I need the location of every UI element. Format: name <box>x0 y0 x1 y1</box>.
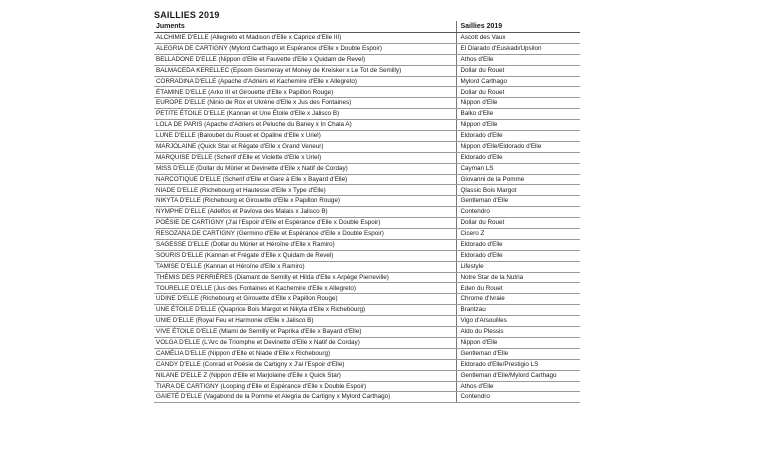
table-row <box>154 76 580 87</box>
table-row <box>154 109 580 120</box>
table-row <box>154 239 580 250</box>
mare-cell: LUNE D'ELLE (Baloubet du Rouet et Opaline d'Elle x Uriel) <box>154 131 456 142</box>
table-row <box>154 152 580 163</box>
mare-cell: GAIETÉ D'ELLE (Vagabond de la Pomme et Alegria de Cartigny x Mylord Carthago) <box>154 392 456 403</box>
column-header-saillies: Saillies 2019 <box>456 21 580 33</box>
table-row <box>154 87 580 98</box>
stallion-cell: Gentleman d'Elle/Mylord Carthago <box>456 370 580 381</box>
mare-cell: SOURIS D'ELLE (Kannan et Frégate d'Elle x Quidam de Revel) <box>154 250 456 261</box>
mare-cell: TOURELLE D'ELLE (Jus des Fontaines et Kachemire d'Elle x Allegreto) <box>154 283 456 294</box>
stallion-cell: Giovanni de la Pomme <box>456 174 580 185</box>
table-row <box>154 174 580 185</box>
mare-cell: UNIE D'ELLE (Royal Feu et Harmonie d'Elle x Jalisco B) <box>154 316 456 327</box>
table-row <box>154 185 580 196</box>
mare-cell: MARQUISE D'ELLE (Scherif d'Elle et Violette d'Elle x Uriel) <box>154 152 456 163</box>
mare-cell: UNE ÉTOILE D'ELLE (Quaprice Bois Margot et Nikyta d'Elle x Richebourg) <box>154 305 456 316</box>
mare-cell: NYMPHE D'ELLE (Adelfos et Pavlova des Malais x Jalisco B) <box>154 207 456 218</box>
table-row <box>154 316 580 327</box>
table-row <box>154 98 580 109</box>
mare-cell: NIKYTA D'ELLE (Richebourg et Girouette d'Elle x Papillon Rouge) <box>154 196 456 207</box>
stallion-cell: Dollar du Rouet <box>456 87 580 98</box>
mare-cell: VOLGA D'ELLE (L'Arc de Triomphe et Devinette d'Elle x Natif de Corday) <box>154 337 456 348</box>
stallion-cell: Nippon d'Elle <box>456 98 580 109</box>
column-header-juments: Juments <box>154 21 456 33</box>
mare-cell: ALCHIMIE D'ELLE (Allegreto et Madison d'Elle x Caprice d'Elle III) <box>154 33 456 44</box>
table-row <box>154 381 580 392</box>
mare-cell: BALMACEDA KERELLEC (Epsom Gesmeray et Money de Kreisker x Le Tot de Semilly) <box>154 65 456 76</box>
mare-cell: LOLA DE PARIS (Apache d'Adriers et Peluche du Baney x In Chala A) <box>154 120 456 131</box>
stallion-cell: Aldo du Plessis <box>456 327 580 338</box>
stallion-cell: Nippon d'Elle <box>456 120 580 131</box>
mare-cell: ALEGRIA DE CARTIGNY (Mylord Carthago et Espérance d'Elle x Double Espoir) <box>154 43 456 54</box>
stallion-cell: Contendro <box>456 392 580 403</box>
mare-cell: PETITE ÉTOILE D'ELLE (Kannan et Une Étoile d'Elle x Jalisco B) <box>154 109 456 120</box>
table-row <box>154 163 580 174</box>
stallion-cell: Dollar du Rouet <box>456 218 580 229</box>
table-row <box>154 348 580 359</box>
table-row <box>154 65 580 76</box>
stallion-cell: Eden du Rouet <box>456 283 580 294</box>
table-header-row <box>154 21 580 33</box>
table-row <box>154 131 580 142</box>
table-body <box>154 33 580 403</box>
mare-cell: BELLADONE D'ELLE (Nippon d'Elle et Fauvette d'Elle x Quidam de Revel) <box>154 54 456 65</box>
table-row <box>154 250 580 261</box>
stallion-cell: Eldorado d'Elle <box>456 250 580 261</box>
saillies-table <box>154 21 580 403</box>
stallion-cell: Chrome d'Ivraie <box>456 294 580 305</box>
table-row <box>154 141 580 152</box>
mare-cell: ÉTAMINE D'ELLE (Arko III et Girouette d'Elle x Papillon Rouge) <box>154 87 456 98</box>
stallion-cell: Qlassic Bois Margot <box>456 185 580 196</box>
table-row <box>154 43 580 54</box>
table-row <box>154 370 580 381</box>
document-title: SAILLIES 2019 <box>154 10 220 20</box>
stallion-cell: Brantzau <box>456 305 580 316</box>
stallion-cell: Cayman LS <box>456 163 580 174</box>
mare-cell: NIADE D'ELLE (Richebourg et Hautesse d'Elle x Type d'Elle) <box>154 185 456 196</box>
table-row <box>154 120 580 131</box>
stallion-cell: Eldorado d'Elle <box>456 152 580 163</box>
stallion-cell: Dollar du Rouet <box>456 65 580 76</box>
table-row <box>154 283 580 294</box>
table-row <box>154 337 580 348</box>
mare-cell: SAGESSE D'ELLE (Dollar du Mûrier et Héroïne d'Elle x Ramiro) <box>154 239 456 250</box>
stallion-cell: Cicero Z <box>456 229 580 240</box>
stallion-cell: Balko d'Elle <box>456 109 580 120</box>
table-row <box>154 207 580 218</box>
table-row <box>154 305 580 316</box>
stallion-cell: Nippon d'Elle <box>456 337 580 348</box>
mare-cell: CORRADINA D'ELLE (Apache d'Adriers et Kachemire d'Elle x Allegreto) <box>154 76 456 87</box>
stallion-cell: Vigo d'Arsouilles <box>456 316 580 327</box>
stallion-cell: Gentleman d'Elle <box>456 196 580 207</box>
mare-cell: MARJOLAINE (Quick Star et Régate d'Elle x Grand Veneur) <box>154 141 456 152</box>
mare-cell: TAMISE D'ELLE (Kannan et Héroïne d'Elle x Ramiro) <box>154 261 456 272</box>
stallion-cell: Lifestyle <box>456 261 580 272</box>
stallion-cell: Eldorado d'Elle <box>456 131 580 142</box>
mare-cell: NILANE D'ELLE Z (Nippon d'Elle et Marjolaine d'Elle x Quick Star) <box>154 370 456 381</box>
table-row <box>154 196 580 207</box>
stallion-cell: Mylord Carthago <box>456 76 580 87</box>
table-row <box>154 272 580 283</box>
mare-cell: EUROPE D'ELLE (Ninio de Rox et Ukrène d'Elle x Jus des Fontaines) <box>154 98 456 109</box>
stallion-cell: Notre Star de la Nutria <box>456 272 580 283</box>
table-row <box>154 54 580 65</box>
mare-cell: POÉSIE DE CARTIGNY (J'ai l'Espoir d'Elle et Espérance d'Elle x Double Espoir) <box>154 218 456 229</box>
stallion-cell: Gentleman d'Elle <box>456 348 580 359</box>
stallion-cell: Nippon d'Elle/Eldorado d'Elle <box>456 141 580 152</box>
stallion-cell: Athos d'Elle <box>456 381 580 392</box>
table-row <box>154 218 580 229</box>
mare-cell: CANDY D'ELLE (Conrad et Poésie de Cartigny x J'ai l'Espoir d'Elle) <box>154 359 456 370</box>
stallion-cell: Eldorado d'Elle <box>456 239 580 250</box>
table-row <box>154 229 580 240</box>
table-row <box>154 392 580 403</box>
mare-cell: CAMÉLIA D'ELLE (Nippon d'Elle et Niade d'Elle x Richebourg) <box>154 348 456 359</box>
mare-cell: TIARA DE CARTIGNY (Looping d'Elle et Espérance d'Elle x Double Espoir) <box>154 381 456 392</box>
stallion-cell: Ascott des Vaux <box>456 33 580 44</box>
stallion-cell: Eldorado d'Elle/Prestigio LS <box>456 359 580 370</box>
mare-cell: MISS D'ELLE (Dollar du Mûrier et Devinette d'Elle x Natif de Corday) <box>154 163 456 174</box>
mare-cell: THÉMIS DES PERRIÈRES (Diamant de Semilly et Hilda d'Elle x Arpège Pierreville) <box>154 272 456 283</box>
table-row <box>154 294 580 305</box>
stallion-cell: Athos d'Elle <box>456 54 580 65</box>
mare-cell: UDINE D'ELLE (Richebourg et Girouette d'Elle x Papillon Rouge) <box>154 294 456 305</box>
stallion-cell: El Diarado d'Euskadi/Upsilon <box>456 43 580 54</box>
stallion-cell: Contendro <box>456 207 580 218</box>
table-row <box>154 261 580 272</box>
mare-cell: RESOZANA DE CARTIGNY (Germino d'Elle et Espérance d'Elle x Double Espoir) <box>154 229 456 240</box>
table-row <box>154 327 580 338</box>
table-row <box>154 33 580 44</box>
table-row <box>154 359 580 370</box>
mare-cell: VIVE ÉTOILE D'ELLE (Miami de Semilly et Paprika d'Elle x Bayard d'Elle) <box>154 327 456 338</box>
mare-cell: NARCOTIQUE D'ELLE (Scherif d'Elle et Gare à Elle x Bayard d'Elle) <box>154 174 456 185</box>
document <box>154 9 580 403</box>
